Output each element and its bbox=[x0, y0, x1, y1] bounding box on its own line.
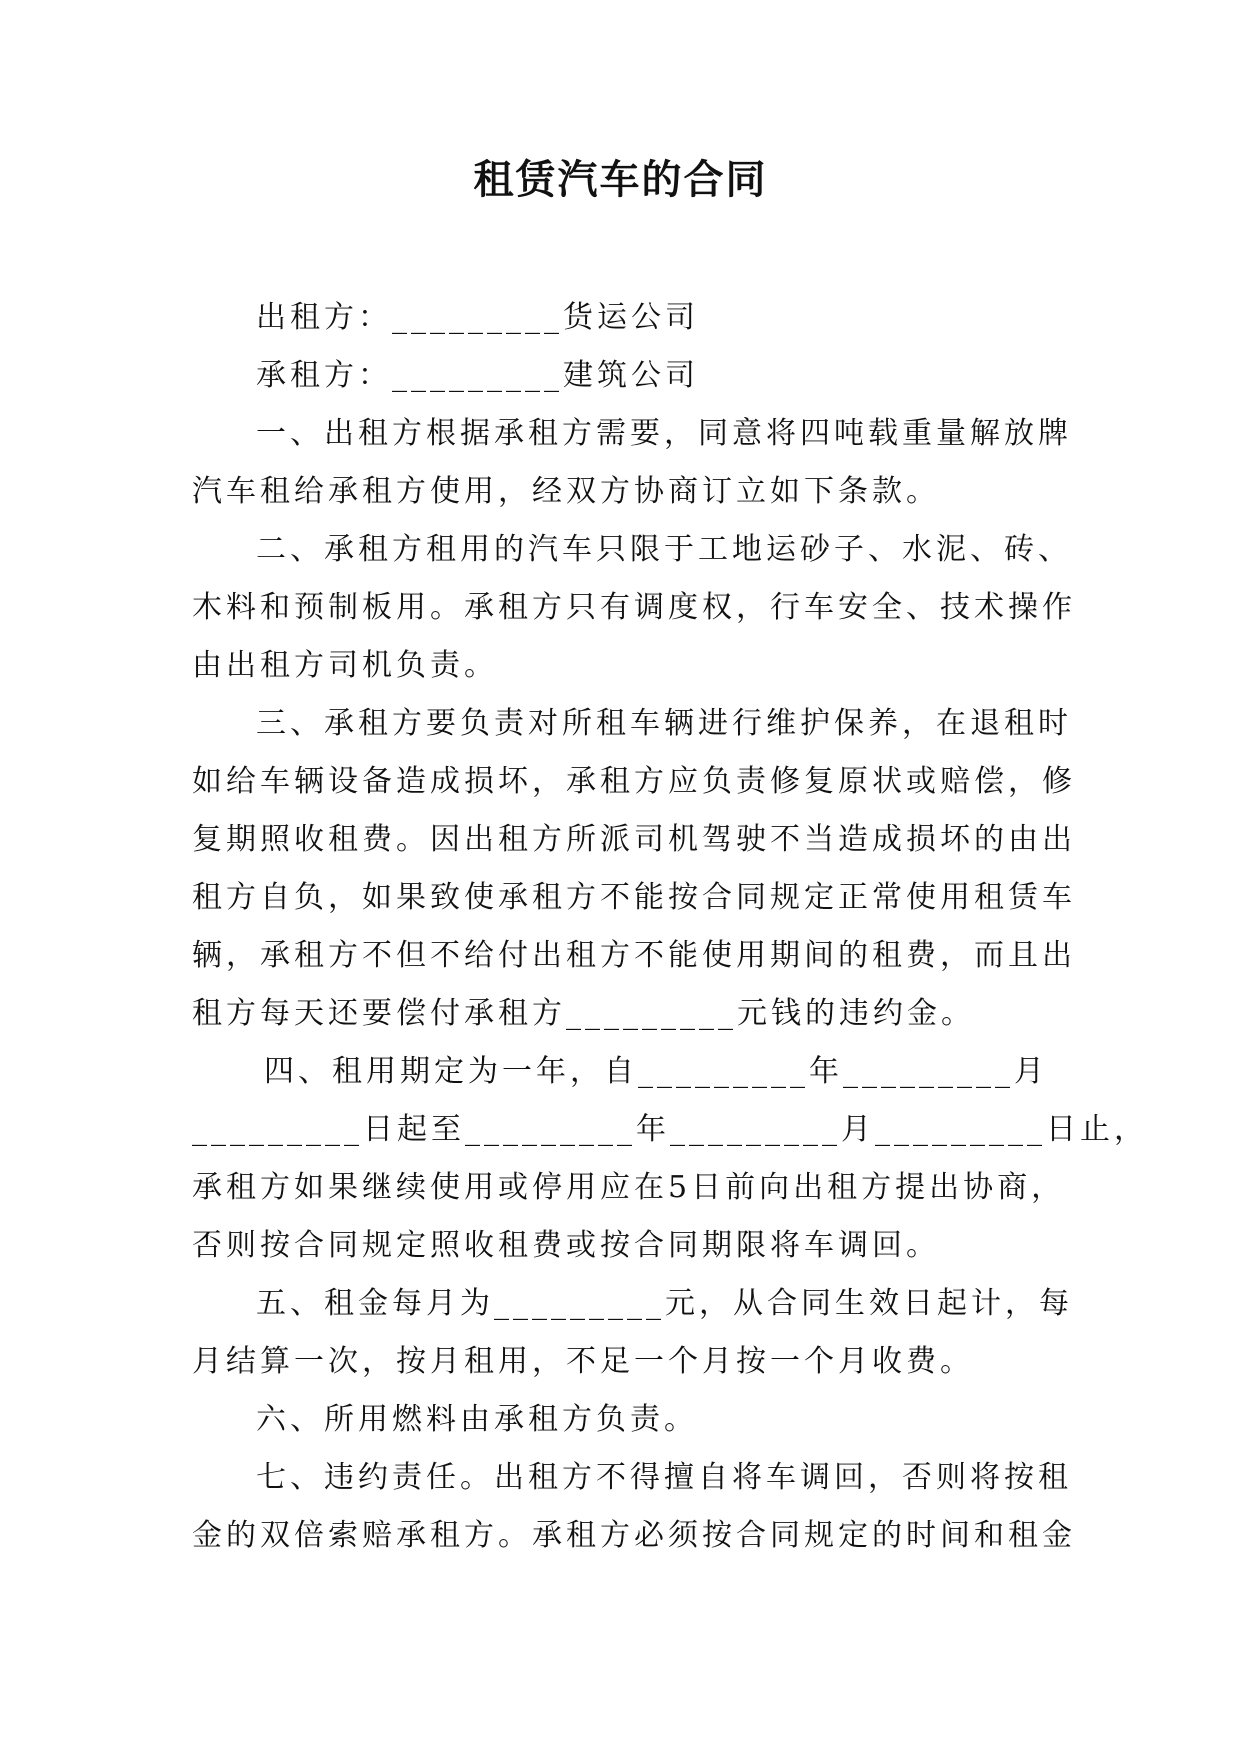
clause-4-line-4: 否则按合同规定照收租费或按合同期限将车调回。 bbox=[192, 1228, 940, 1263]
clause-3-line-3: 复期照收租费。因出租方所派司机驾驶不当造成损坏的由出 bbox=[192, 822, 1076, 857]
clause-3-line-4: 租方自负，如果致使承租方不能按合同规定正常使用租赁车 bbox=[192, 880, 1076, 915]
clause-5-line-2: 月结算一次，按月租用，不足一个月按一个月收费。 bbox=[192, 1344, 974, 1379]
lessee-line: 承租方：_________建筑公司 bbox=[256, 358, 699, 393]
clause-3-line-2: 如给车辆设备造成损坏，承租方应负责修复原状或赔偿，修 bbox=[192, 764, 1076, 799]
clause-2-line-2: 木料和预制板用。承租方只有调度权，行车安全、技术操作 bbox=[192, 590, 1076, 625]
clause-4-line-2: _________日起至_________年_________月_________日止， bbox=[192, 1112, 1148, 1147]
clause-1-line-1: 一、出租方根据承租方需要，同意将四吨载重量解放牌 bbox=[256, 416, 1072, 451]
clause-2-line-1: 二、承租方租用的汽车只限于工地运砂子、水泥、砖、 bbox=[256, 532, 1072, 567]
document-body bbox=[192, 289, 1148, 1565]
clause-4-line-3: 承租方如果继续使用或停用应在5日前向出租方提出协商， bbox=[192, 1170, 1066, 1205]
document-title: 租赁汽车的合同 bbox=[473, 156, 768, 203]
clause-4-line-1: 四、租用期定为一年，自_________年_________月 bbox=[264, 1054, 1048, 1089]
clause-7-line-1: 七、违约责任。出租方不得擅自将车调回，否则将按租 bbox=[256, 1460, 1072, 1495]
clause-3-line-1: 三、承租方要负责对所租车辆进行维护保养，在退租时 bbox=[256, 706, 1072, 741]
clause-6-line-1: 六、所用燃料由承租方负责。 bbox=[256, 1402, 698, 1437]
clause-1-line-2: 汽车租给承租方使用，经双方协商订立如下条款。 bbox=[192, 474, 940, 509]
clause-3-line-5: 辆，承租方不但不给付出租方不能使用期间的租费，而且出 bbox=[192, 938, 1076, 973]
clause-3-line-6: 租方每天还要偿付承租方_________元钱的违约金。 bbox=[192, 996, 975, 1031]
clause-7-line-2: 金的双倍索赔承租方。承租方必须按合同规定的时间和租金 bbox=[192, 1518, 1076, 1553]
clause-5-line-1: 五、租金每月为_________元，从合同生效日起计，每 bbox=[256, 1286, 1073, 1321]
clause-2-line-3: 由出租方司机负责。 bbox=[192, 648, 498, 683]
lessor-line: 出租方：_________货运公司 bbox=[256, 300, 699, 335]
